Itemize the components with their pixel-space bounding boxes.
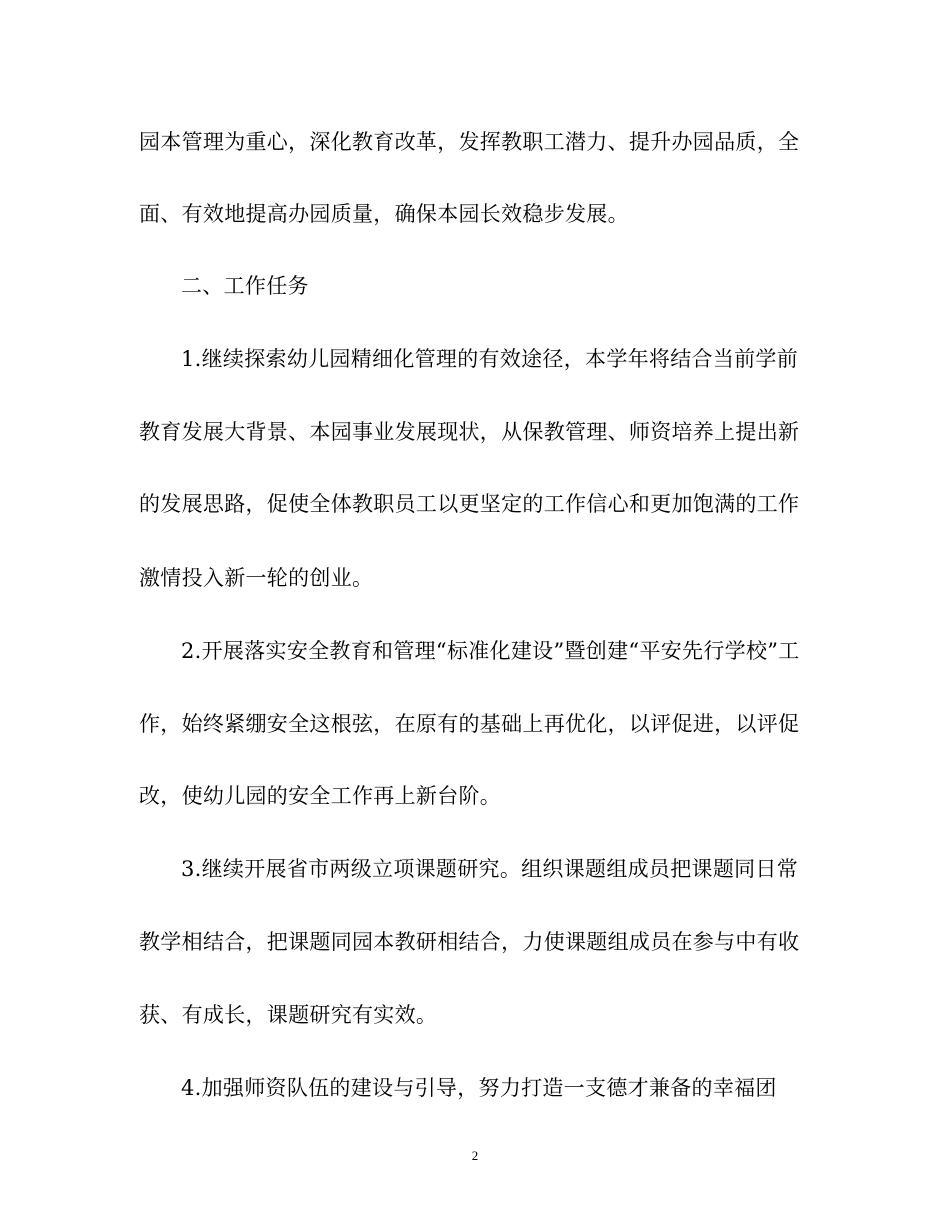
body-line: 的发展思路，促使全体教职员工以更坚定的工作信心和更加饱满的工作	[139, 492, 800, 516]
page-number: 2	[471, 1148, 479, 1163]
body-line: 教学相结合，把课题同园本教研相结合，力使课题组成员在参与中有收	[139, 930, 800, 954]
body-line: 3.继续开展省市两级立项课题研究。组织课题组成员把课题同日常	[181, 857, 799, 881]
body-line: 作，始终紧绷安全这根弦，在原有的基础上再优化，以评促进，以评促	[139, 712, 800, 736]
body-line: 激情投入新一轮的创业。	[139, 566, 374, 590]
body-line: 2.开展落实安全教育和管理“标准化建设”暨创建“平安先行学校”工	[181, 639, 800, 663]
body-line: 面、有效地提高办园质量，确保本园长效稳步发展。	[139, 202, 629, 226]
body-line: 4.加强师资队伍的建设与引导，努力打造一支德才兼备的幸福团	[181, 1076, 777, 1100]
body-line: 1.继续探索幼儿园精细化管理的有效途径，本学年将结合当前学前	[181, 347, 799, 371]
section-heading: 二、工作任务	[181, 274, 309, 298]
body-line: 教育发展大背景、本园事业发展现状，从保教管理、师资培养上提出新	[139, 420, 800, 444]
body-line: 改，使幼儿园的安全工作再上新台阶。	[139, 784, 502, 808]
body-line: 园本管理为重心，深化教育改革，发挥教职工潜力、提升办园品质，全	[139, 130, 800, 154]
body-line: 获、有成长，课题研究有实效。	[139, 1003, 438, 1027]
